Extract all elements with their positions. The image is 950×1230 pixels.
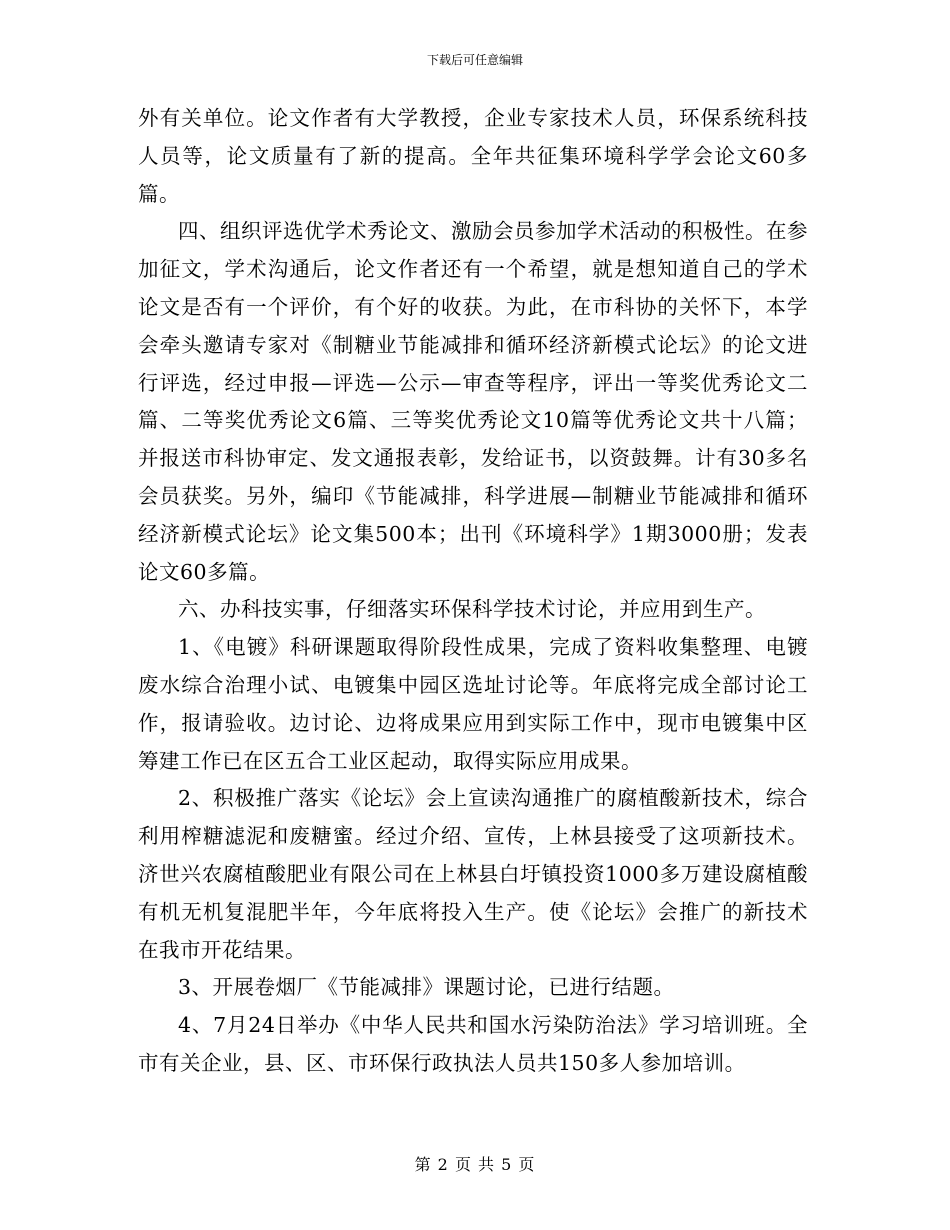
paragraph-6: 3、开展卷烟厂《节能减排》课题讨论，已进行结题。 [178, 975, 675, 1000]
paragraph-3: 六、办科技实事，仔细落实环保科学技术讨论，并应用到生产。 [178, 597, 766, 622]
paragraph-2: 四、组织评选优学术秀论文、激励会员参加学术活动的积极性。在参加征文，学术沟通后，论文作者还有一个希望，就是想知道自己的学术论文是否有一个评价，有个好的收获。为此，在市科协的关怀下，本学会牵头邀请专家对《制糖业节能减排和循环经济新模式论坛》的论文进行评选，经过申报—评选—公示—审查等程序，评出一等奖优秀论文二篇、二等奖优秀论文6篇、三等奖优秀论文10篇等优秀论文共十八篇；并报送市科协审定、发文通报表彰，发给证书，以资鼓舞。计有30多名会员获奖。另外，编印《节能减排，科学进展—制糖业节能减排和循环经济新模式论坛》论文集500本；出刊《环境科学》1期3000册；发表论文60多篇。 [138, 219, 808, 584]
paragraph-4: 1、《电镀》科研课题取得阶段性成果，完成了资料收集整理、电镀废水综合治理小试、电镀集中园区选址讨论等。年底将完成全部讨论工作，报请验收。边讨论、边将成果应用到实际工作中，现市电镀集中区筹建工作已在区五合工业区起动，取得实际应用成果。 [138, 635, 808, 773]
paragraph-1: 外有关单位。论文作者有大学教授，企业专家技术人员，环保系统科技人员等，论文质量有了新的提高。全年共征集环境科学学会论文60多篇。 [138, 106, 808, 206]
page-header-note: 下载后可任意编辑 [426, 53, 523, 67]
document-body [138, 100, 808, 1083]
page-number: 第 2 页 共 5 页 [414, 1155, 536, 1174]
paragraph-7: 4、7月24日举办《中华人民共和国水污染防治法》学习培训班。全市有关企业，县、区、市环保行政执法人员共150多人参加培训。 [138, 1013, 808, 1075]
paragraph-5: 2、积极推广落实《论坛》会上宣读沟通推广的腐植酸新技术，综合利用榨糖滤泥和废糖蜜。经过介绍、宣传，上林县接受了这项新技术。济世兴农腐植酸肥业有限公司在上林县白圩镇投资1000多万建设腐植酸有机无机复混肥半年，今年底将投入生产。使《论坛》会推广的新技术在我市开花结果。 [138, 786, 808, 962]
